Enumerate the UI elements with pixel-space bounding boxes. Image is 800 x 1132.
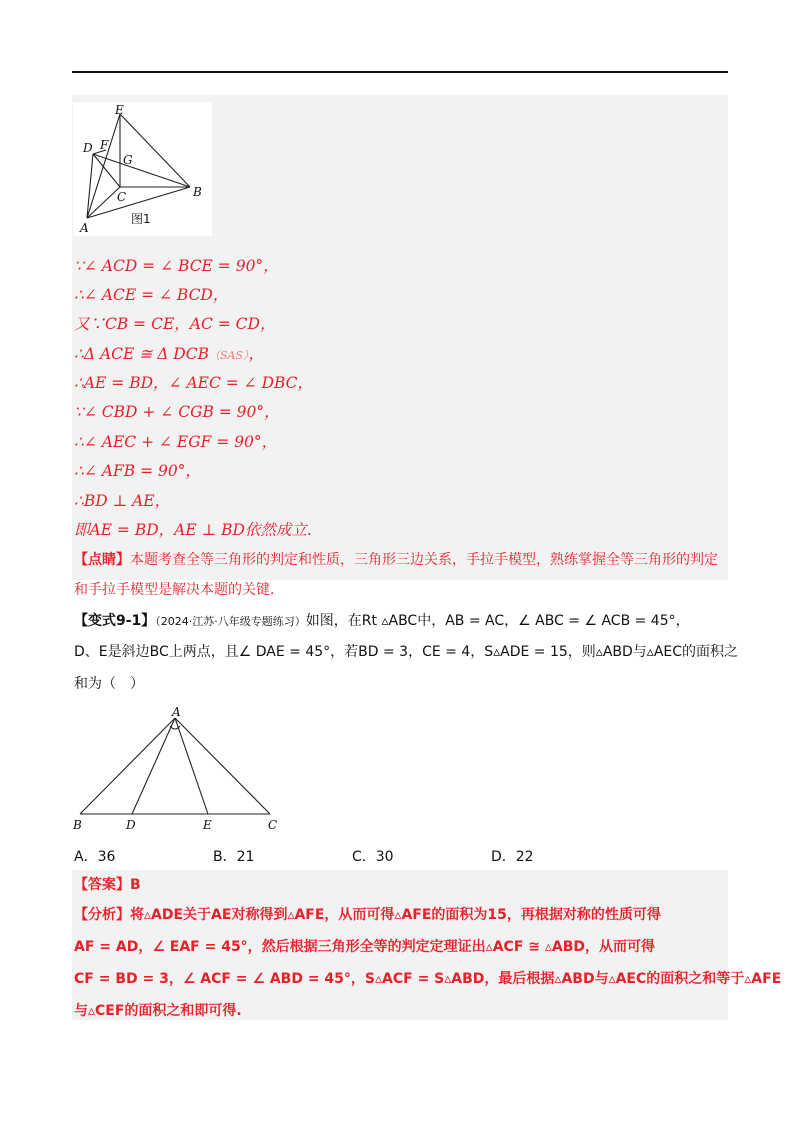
option-c[interactable]: C．30 bbox=[352, 849, 394, 865]
comment-line-2: 和手拉手模型是解决本题的关键. bbox=[74, 582, 275, 598]
proof-line-8: ∴∠ AFB = 90°， bbox=[74, 462, 201, 480]
proof-line-6: ∵∠ CBD + ∠ CGB = 90°， bbox=[74, 403, 280, 421]
fig2-label-D: D bbox=[126, 818, 136, 832]
question-tag: 【变式9-1】 bbox=[74, 613, 156, 629]
label-C: C bbox=[117, 190, 127, 204]
proof-line-9: ∴BD ⊥ AE， bbox=[74, 492, 171, 510]
analysis-line-3: CF = BD = 3，∠ ACF = ∠ ABD = 45°，S▵ACF = S▵ABD，最后根据▵ABD与▵AEC的面积之和等于▵AFE bbox=[74, 971, 782, 987]
question-source: （2024·江苏·八年级专题练习） bbox=[155, 615, 306, 628]
proof-line-10: 即AE = BD，AE ⊥ BD依然成立. bbox=[74, 521, 312, 539]
figure-1-svg bbox=[73, 102, 212, 236]
fig2-label-A: A bbox=[172, 705, 181, 719]
figure-2-svg bbox=[70, 704, 285, 834]
fig2-label-C: C bbox=[268, 818, 278, 832]
header-rule bbox=[72, 71, 728, 73]
proof-line-2: ∴∠ ACE = ∠ BCD， bbox=[74, 286, 229, 304]
proof-line-4-end: ， bbox=[248, 345, 265, 363]
fig2-label-B: B bbox=[73, 818, 82, 832]
answer-line bbox=[74, 875, 141, 895]
analysis-text-1: 将▵ADE关于AE对称得到▵AFE，从而可得▵AFE的面积为15，再根据对称的性质可得 bbox=[130, 907, 661, 923]
proof-line-3: 又∵CB = CE，AC = CD， bbox=[74, 315, 276, 333]
option-a[interactable]: A．36 bbox=[74, 849, 116, 865]
analysis-line-1 bbox=[74, 905, 661, 925]
figure-1 bbox=[73, 102, 212, 236]
question-text-1: 如图，在Rt ▵ABC中，AB = AC，∠ ABC = ∠ ACB = 45°， bbox=[305, 613, 690, 629]
label-D: D bbox=[83, 141, 93, 155]
proof-line-4-sas: （SAS） bbox=[209, 349, 249, 362]
label-B: B bbox=[193, 185, 202, 199]
analysis-line-4: 与▵CEF的面积之和即可得. bbox=[74, 1003, 242, 1019]
option-b[interactable]: B．21 bbox=[213, 849, 255, 865]
analysis-tag: 【分析】 bbox=[74, 907, 130, 923]
proof-line-4-main: ∴Δ ACE ≅ Δ DCB bbox=[74, 345, 209, 363]
comment-tag: 【点睛】 bbox=[74, 552, 130, 568]
answer-tag: 【答案】 bbox=[74, 877, 130, 893]
label-A: A bbox=[80, 221, 89, 235]
comment-text-1: 本题考查全等三角形的判定和性质，三角形三边关系，手拉手模型，熟练掌握全等三角形的判定 bbox=[130, 552, 718, 568]
label-G: G bbox=[123, 153, 133, 167]
proof-line-7: ∴∠ AEC + ∠ EGF = 90°， bbox=[74, 433, 278, 451]
question-line-2: D、E是斜边BC上两点，且∠ DAE = 45°，若BD = 3，CE = 4，S▵ADE = 15，则▵ABD与▵AEC的面积之 bbox=[74, 644, 739, 660]
fig2-label-E: E bbox=[203, 818, 212, 832]
question-line-3: 和为（ ） bbox=[74, 676, 144, 692]
option-d[interactable]: D．22 bbox=[491, 849, 534, 865]
answer-value: B bbox=[130, 877, 141, 893]
analysis-line-2: AF = AD，∠ EAF = 45°，然后根据三角形全等的判定定理证出▵ACF ≅ ▵ABD，从而可得 bbox=[74, 939, 656, 955]
figure-1-caption: 图1 bbox=[131, 212, 151, 226]
label-F: F bbox=[100, 138, 109, 152]
proof-line-4 bbox=[74, 344, 264, 366]
question-line-1 bbox=[74, 611, 690, 632]
comment-line-1 bbox=[74, 550, 718, 570]
proof-line-1: ∵∠ ACD = ∠ BCE = 90°， bbox=[74, 257, 279, 275]
proof-line-5: ∴AE = BD，∠ AEC = ∠ DBC， bbox=[74, 374, 314, 392]
label-E: E bbox=[115, 103, 124, 117]
figure-2 bbox=[70, 704, 285, 834]
